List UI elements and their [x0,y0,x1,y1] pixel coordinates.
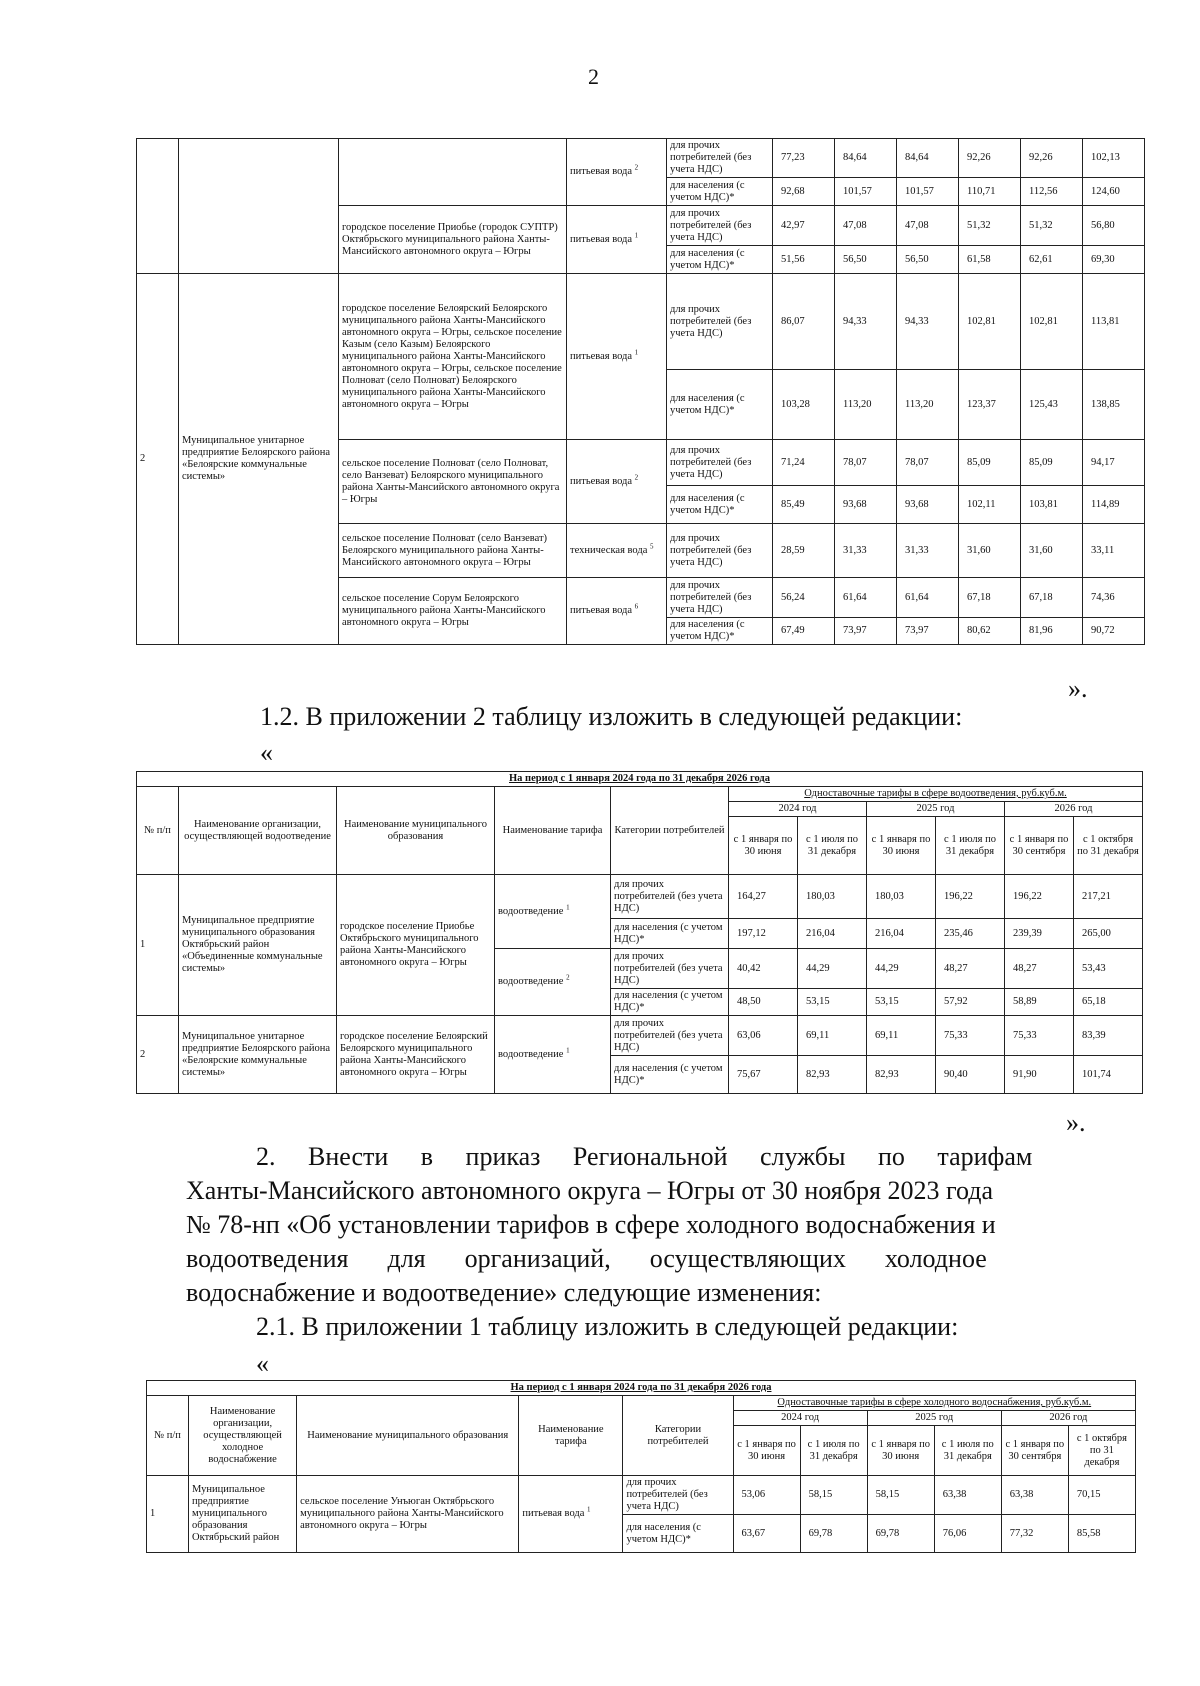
category-cell: для населения (с учетом НДС)* [667,178,773,206]
table-cell: с 1 января по 30 июня [733,1426,800,1476]
tariff-value: 93,68 [897,486,959,524]
table-cell [519,1476,623,1553]
tariff-value: 216,04 [798,919,867,949]
table-cell: Наименование организации, осуществляющей холодное водоснабжение [189,1396,297,1476]
table-cell [495,1016,611,1094]
footnote-mark: 1 [634,348,639,356]
tariff-value: 48,27 [936,949,1005,989]
table-cell: для прочих потребителей (без учета НДС) [667,206,773,246]
tariff-value: 102,81 [959,274,1021,370]
tariff-value: 82,93 [798,1056,867,1094]
tariff-value: 63,06 [729,1016,798,1056]
table-cell [567,440,667,524]
table-cell: для населения (с учетом НДС)* [667,370,773,440]
footnote-mark: 1 [566,903,570,911]
tariff-value: 114,89 [1083,486,1145,524]
tariff-name: питьевая вода [570,166,633,177]
table-cell: для населения (с учетом НДС)* [611,1056,729,1094]
table-cell: сельское поселение Сорум Белоярского муниципального района Ханты-Мансийского автономного округа – Югры [339,578,567,645]
table-cell: с 1 июля по 31 декабря [936,817,1005,875]
page-number: 2 [588,64,599,89]
paragraph-2-line: Ханты-Мансийского автономного округа – Югры от 30 ноября 2023 года [186,1176,993,1205]
table-cell: с 1 января по 30 июня [729,817,798,875]
tariff-value: 73,97 [897,618,959,645]
org-name: Муниципальное унитарное предприятие Белоярского района «Белоярские коммунальные системы» [179,274,339,645]
tariff-value: 53,15 [798,989,867,1016]
tariff-value: 180,03 [867,875,936,919]
header-tariff: Наименование тарифа [495,787,611,875]
tariff-value: 44,29 [867,949,936,989]
tariff-value: 239,39 [1005,919,1074,949]
tariff-value: 112,56 [1021,178,1083,206]
tariff-value: 75,67 [729,1056,798,1094]
paragraph-2-line: 2. Внести в приказ Региональной службы по тарифам [256,1142,1033,1171]
org-name: Муниципальное предприятие муниципального образования Октябрьский район «Объединенные коммунальные системы» [179,875,337,1016]
table-cell: № п/п [147,1396,189,1476]
paragraph-2-line: водоотведения для организаций, осуществляющих холодное [186,1244,987,1273]
tariff-value: 48,50 [729,989,798,1016]
tariff-value: 180,03 [798,875,867,919]
table-cell: Одноставочные тарифы в сфере холодного водоснабжения, руб.куб.м. [733,1396,1135,1411]
table-cell: для населения (с учетом НДС)* [611,919,729,949]
table-cell: для прочих потребителей (без учета НДС) [611,875,729,919]
tariff-name: питьевая вода [570,350,633,362]
table-cell: для прочих потребителей (без учета НДС) [611,1016,729,1056]
tariff-value: 235,46 [936,919,1005,949]
tariff-value: 101,57 [835,178,897,206]
tariff-value: 63,38 [934,1476,1001,1515]
table-cell: с 1 июля по 31 декабря [800,1426,867,1476]
table-cell: с 1 октября по 31 декабря [1074,817,1143,875]
tariff-value: 216,04 [867,919,936,949]
table-cell: городское поселение Белоярский Белоярского муниципального района Ханты-Мансийского автономного округа – Югры, сельское поселение Казым (село Казым) Белоярского муниципального района Ханты-Мансийского автономного округа – Югры, сельское поселение Полноват (село Полноват) Белоярского муниципального района Ханты-Мансийского автономного округа – Югры [339,274,567,440]
tariff-value: 69,11 [867,1016,936,1056]
tariff-value: 74,36 [1083,578,1145,618]
tariff-value: 69,11 [798,1016,867,1056]
org-name: Муниципальное унитарное предприятие Белоярского района «Белоярские коммунальные системы» [179,1016,337,1094]
table-cell: 2024 год [733,1411,867,1426]
table-cell: с 1 января по 30 сентября [1001,1426,1068,1476]
table-cell: с 1 июля по 31 декабря [798,817,867,875]
tariff-value: 77,23 [773,139,835,178]
table-cell: с 1 января по 30 июня [867,1426,934,1476]
tariff-name: питьевая вода [522,1508,585,1519]
footnote-mark: 6 [634,602,639,611]
footnote-mark: 1 [587,1505,591,1514]
wastewater-tariff-table [136,771,1143,1094]
header-place: Наименование муниципального образования [337,787,495,875]
tariff-value: 71,24 [773,440,835,486]
tariff-value: 69,78 [867,1515,934,1553]
tariff-value: 83,39 [1074,1016,1143,1056]
tariff-value: 51,32 [1021,206,1083,246]
place-cell: городское поселение Приобье (городок СУПТР) Октябрьского муниципального района Ханты-Мансийского автономного округа – Югры [339,206,567,274]
tariff-value: 44,29 [798,949,867,989]
tariff-value: 92,68 [773,178,835,206]
tariff-value: 92,26 [1021,139,1083,178]
table-cell: с 1 января по 30 июня [867,817,936,875]
table-cell: 1 [137,875,179,1016]
table-cell: Категории потребителей [623,1396,733,1476]
tariff-value: 56,50 [897,246,959,274]
tariff-value: 85,09 [1021,440,1083,486]
cell-empty-num [137,139,179,274]
place-cell: городское поселение Приобье Октябрьского муниципального района Ханты-Мансийского автономного округа – Югры [337,875,495,1016]
tariff-value: 78,07 [835,440,897,486]
table-cell: с 1 января по 30 сентября [1005,817,1074,875]
tariff-value: 65,18 [1074,989,1143,1016]
tariff-name: питьевая вода [570,233,633,245]
table-cell: для населения (с учетом НДС)* [623,1515,733,1553]
table-cell: сельское поселение Полноват (село Ванзеват) Белоярского муниципального района Ханты-Мансийского автономного округа – Югры [339,524,567,578]
tariff-value: 58,15 [867,1476,934,1515]
tariff-value: 92,26 [959,139,1021,178]
tariff-value: 113,20 [835,370,897,440]
tariff-value: 56,50 [835,246,897,274]
water-tariff-table-continued [136,138,1145,645]
tariff-value: 57,92 [936,989,1005,1016]
table-cell: 2026 год [1005,802,1143,817]
table-cell [495,875,611,949]
tariff-name: водоотведение [498,905,564,917]
tariff-value: 53,15 [867,989,936,1016]
tariff-value: 53,43 [1074,949,1143,989]
tariff-value: 103,81 [1021,486,1083,524]
tariff-value: 102,13 [1083,139,1145,178]
org-name: Муниципальное предприятие муниципального образования Октябрьский район [189,1476,297,1553]
table-cell: 2025 год [867,1411,1001,1426]
header-num: № п/п [137,787,179,875]
tariff-value: 48,27 [1005,949,1074,989]
tariff-value: 67,49 [773,618,835,645]
tariff-value: 196,22 [1005,875,1074,919]
tariff-value: 28,59 [773,524,835,578]
tariff-value: 31,33 [897,524,959,578]
table-cell: 2025 год [867,802,1005,817]
table-cell: 2024 год [729,802,867,817]
tariff-value: 113,81 [1083,274,1145,370]
tariff-value: 265,00 [1074,919,1143,949]
tariff-value: 69,78 [800,1515,867,1553]
tariff-value: 138,85 [1083,370,1145,440]
table-cell: для прочих потребителей (без учета НДС) [667,524,773,578]
table-cell: Наименование тарифа [519,1396,623,1476]
tariff-value: 103,28 [773,370,835,440]
tariff-value: 101,57 [897,178,959,206]
header-group: Одноставочные тарифы в сфере водоотведения, руб.куб.м. [729,787,1143,802]
tariff-value: 76,06 [934,1515,1001,1553]
footnote-mark: 5 [649,542,654,550]
tariff-value: 51,32 [959,206,1021,246]
tariff-value: 86,07 [773,274,835,370]
tariff-value: 90,40 [936,1056,1005,1094]
table-cell: для населения (с учетом НДС)* [667,246,773,274]
tariff-value: 73,97 [835,618,897,645]
tariff-value: 31,60 [1021,524,1083,578]
tariff-value: 90,72 [1083,618,1145,645]
footnote-mark: 1 [566,1046,570,1054]
table-cell: для населения (с учетом НДС)* [611,989,729,1016]
table-cell: для прочих потребителей (без учета НДС) [611,949,729,989]
tariff-value: 61,64 [835,578,897,618]
tariff-value: 67,18 [959,578,1021,618]
tariff-value: 70,15 [1068,1476,1135,1515]
tariff-value: 47,08 [897,206,959,246]
tariff-value: 93,68 [835,486,897,524]
table-cell: 1 [147,1476,189,1553]
tariff-name: водоотведение [498,1048,564,1060]
close-quote-1: ». [1068,674,1088,703]
tariff-value: 58,15 [800,1476,867,1515]
paragraph-2 [186,1140,1126,1310]
cold-water-tariff-table [146,1380,1136,1553]
tariff-value: 47,08 [835,206,897,246]
tariff-cell [567,206,667,274]
org-number: 2 [137,274,179,645]
tariff-value: 33,11 [1083,524,1145,578]
tariff-value: 56,80 [1083,206,1145,246]
tariff-cell [567,139,667,206]
table-cell: для прочих потребителей (без учета НДС) [667,578,773,618]
tariff-value: 85,58 [1068,1515,1135,1553]
tariff-value: 51,56 [773,246,835,274]
tariff-value: 31,60 [959,524,1021,578]
tariff-value: 125,43 [1021,370,1083,440]
table-cell: для прочих потребителей (без учета НДС) [623,1476,733,1515]
tariff-value: 123,37 [959,370,1021,440]
tariff-value: 61,58 [959,246,1021,274]
tariff-value: 80,62 [959,618,1021,645]
category-cell: для прочих потребителей (без учета НДС) [667,139,773,178]
table-cell [495,949,611,1016]
tariff-value: 81,96 [1021,618,1083,645]
table-cell: с 1 октября по 31 декабря [1068,1426,1135,1476]
paragraph-1-2: 1.2. В приложении 2 таблицу изложить в следующей редакции: [260,702,963,731]
tariff-value: 63,38 [1001,1476,1068,1515]
open-quote-2: « [256,1349,269,1378]
open-quote-1: « [260,738,273,767]
tariff-value: 94,17 [1083,440,1145,486]
table-cell: для прочих потребителей (без учета НДС) [667,440,773,486]
period-header: На период с 1 января 2024 года по 31 декабря 2026 года [137,772,1143,787]
tariff-value: 75,33 [936,1016,1005,1056]
table-cell: для населения (с учетом НДС)* [667,486,773,524]
paragraph-2-1: 2.1. В приложении 1 таблицу изложить в следующей редакции: [256,1312,959,1341]
table-cell [567,578,667,645]
tariff-value: 85,49 [773,486,835,524]
tariff-value: 101,74 [1074,1056,1143,1094]
footnote-mark: 2 [634,473,639,481]
tariff-value: 94,33 [835,274,897,370]
tariff-value: 42,97 [773,206,835,246]
tariff-value: 85,09 [959,440,1021,486]
tariff-value: 217,21 [1074,875,1143,919]
tariff-value: 40,42 [729,949,798,989]
tariff-value: 58,89 [1005,989,1074,1016]
tariff-name: питьевая вода [570,475,633,487]
tariff-value: 110,71 [959,178,1021,206]
footnote-mark: 2 [634,163,639,172]
tariff-value: 82,93 [867,1056,936,1094]
tariff-value: 113,20 [897,370,959,440]
table-cell: с 1 июля по 31 декабря [934,1426,1001,1476]
footnote-mark: 2 [566,973,570,982]
tariff-value: 78,07 [897,440,959,486]
tariff-value: 75,33 [1005,1016,1074,1056]
tariff-value: 62,61 [1021,246,1083,274]
tariff-value: 196,22 [936,875,1005,919]
tariff-value: 102,11 [959,486,1021,524]
tariff-value: 77,32 [1001,1515,1068,1553]
header-org: Наименование организации, осуществляющей водоотведение [179,787,337,875]
close-quote-2: ». [1066,1108,1086,1137]
tariff-value: 56,24 [773,578,835,618]
tariff-value: 31,33 [835,524,897,578]
table-cell [567,524,667,578]
cell-empty-org [179,139,339,274]
tariff-name: питьевая вода [570,605,633,616]
table-cell: 2 [137,1016,179,1094]
tariff-value: 91,90 [1005,1056,1074,1094]
place-cell [339,139,567,206]
period-header: На период с 1 января 2024 года по 31 декабря 2026 года [147,1381,1136,1396]
table-cell: для прочих потребителей (без учета НДС) [667,274,773,370]
header-category: Категории потребителей [611,787,729,875]
tariff-value: 197,12 [729,919,798,949]
tariff-value: 124,60 [1083,178,1145,206]
paragraph-2-line: № 78-нп «Об установлении тарифов в сфере холодного водоснабжения и [186,1210,996,1239]
table-cell: Наименование муниципального образования [297,1396,519,1476]
place-cell: городское поселение Белоярский Белоярского муниципального района Ханты-Мансийского автономного округа – Югры [337,1016,495,1094]
tariff-value: 63,67 [733,1515,800,1553]
tariff-value: 53,06 [733,1476,800,1515]
footnote-mark: 1 [634,231,639,239]
tariff-name: техническая вода [570,544,648,556]
table-cell: 2026 год [1001,1411,1135,1426]
tariff-value: 84,64 [835,139,897,178]
tariff-value: 61,64 [897,578,959,618]
tariff-value: 67,18 [1021,578,1083,618]
table-cell [567,274,667,440]
tariff-value: 94,33 [897,274,959,370]
tariff-value: 164,27 [729,875,798,919]
table-cell: сельское поселение Полноват (село Полноват, село Ванзеват) Белоярского муниципального района Ханты-Мансийского автономного округа – Югры [339,440,567,524]
place-cell: сельское поселение Унъюган Октябрьского муниципального района Ханты-Мансийского автономного округа – Югры [297,1476,519,1553]
paragraph-2-line: водоснабжение и водоотведение» следующие изменения: [186,1278,822,1307]
tariff-name: водоотведение [498,976,564,987]
table-cell: для населения (с учетом НДС)* [667,618,773,645]
tariff-value: 102,81 [1021,274,1083,370]
tariff-value: 84,64 [897,139,959,178]
tariff-value: 69,30 [1083,246,1145,274]
